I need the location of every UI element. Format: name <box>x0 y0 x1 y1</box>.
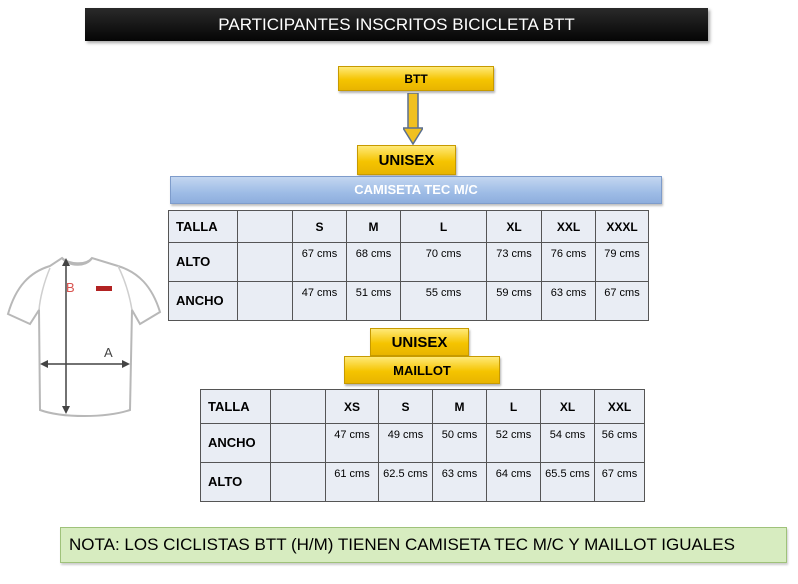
table-cell: 47 cms <box>293 282 347 321</box>
table-cell: 67 cms <box>293 243 347 282</box>
table-cell: S <box>379 390 433 424</box>
jersey-label-b: B <box>66 280 75 295</box>
table-cell: ALTO <box>169 243 238 282</box>
down-arrow-icon <box>403 93 423 145</box>
table-cell: 51 cms <box>347 282 401 321</box>
table-cell <box>271 390 326 424</box>
table-cell: 50 cms <box>433 424 487 463</box>
table-cell: 61 cms <box>326 463 379 502</box>
table-cell: S <box>293 211 347 243</box>
table-cell: XXL <box>595 390 645 424</box>
table-cell: 59 cms <box>487 282 542 321</box>
table-cell: ANCHO <box>201 424 271 463</box>
jersey-outline <box>8 258 160 416</box>
table-cell: TALLA <box>169 211 238 243</box>
table-cell: 73 cms <box>487 243 542 282</box>
table-cell: 67 cms <box>595 463 645 502</box>
table-cell <box>271 424 326 463</box>
table-cell: L <box>487 390 541 424</box>
maillot-header: MAILLOT <box>344 356 500 384</box>
jersey-logo <box>96 286 112 291</box>
unisex-label-maillot: UNISEX <box>370 328 469 356</box>
table-row <box>169 243 649 282</box>
table-cell: TALLA <box>201 390 271 424</box>
jersey-label-a: A <box>104 345 113 360</box>
table-row <box>169 282 649 321</box>
unisex-label-camiseta: UNISEX <box>357 145 456 175</box>
table-header-row <box>169 211 649 243</box>
table-header-row <box>201 390 645 424</box>
table-cell: 47 cms <box>326 424 379 463</box>
table-cell: 79 cms <box>596 243 649 282</box>
table-cell: 52 cms <box>487 424 541 463</box>
table-cell: 63 cms <box>542 282 596 321</box>
btt-label-box: BTT <box>338 66 494 91</box>
table-cell: XS <box>326 390 379 424</box>
table-row <box>201 424 645 463</box>
table-cell: XXL <box>542 211 596 243</box>
table-cell: ALTO <box>201 463 271 502</box>
maillot-size-table <box>200 389 645 502</box>
table-cell <box>238 211 293 243</box>
table-cell: 49 cms <box>379 424 433 463</box>
table-cell: 63 cms <box>433 463 487 502</box>
table-cell: L <box>401 211 487 243</box>
table-cell: 55 cms <box>401 282 487 321</box>
table-cell: 70 cms <box>401 243 487 282</box>
table-cell: XXXL <box>596 211 649 243</box>
page-title: PARTICIPANTES INSCRITOS BICICLETA BTT <box>85 8 708 41</box>
jersey-diagram <box>6 252 166 420</box>
table-cell <box>238 282 293 321</box>
table-cell: 65.5 cms <box>541 463 595 502</box>
camiseta-size-table <box>168 210 649 321</box>
table-cell: M <box>347 211 401 243</box>
table-cell: 56 cms <box>595 424 645 463</box>
table-cell: 54 cms <box>541 424 595 463</box>
table-cell: M <box>433 390 487 424</box>
table-cell: XL <box>541 390 595 424</box>
table-cell <box>271 463 326 502</box>
table-cell <box>238 243 293 282</box>
table-cell: 64 cms <box>487 463 541 502</box>
table-cell: 76 cms <box>542 243 596 282</box>
table-cell: XL <box>487 211 542 243</box>
camiseta-header: CAMISETA TEC M/C <box>170 176 662 204</box>
table-row <box>201 463 645 502</box>
table-cell: 67 cms <box>596 282 649 321</box>
table-cell: 62.5 cms <box>379 463 433 502</box>
note-banner: NOTA: LOS CICLISTAS BTT (H/M) TIENEN CAMISETA TEC M/C Y MAILLOT IGUALES <box>60 527 787 563</box>
table-cell: ANCHO <box>169 282 238 321</box>
table-cell: 68 cms <box>347 243 401 282</box>
